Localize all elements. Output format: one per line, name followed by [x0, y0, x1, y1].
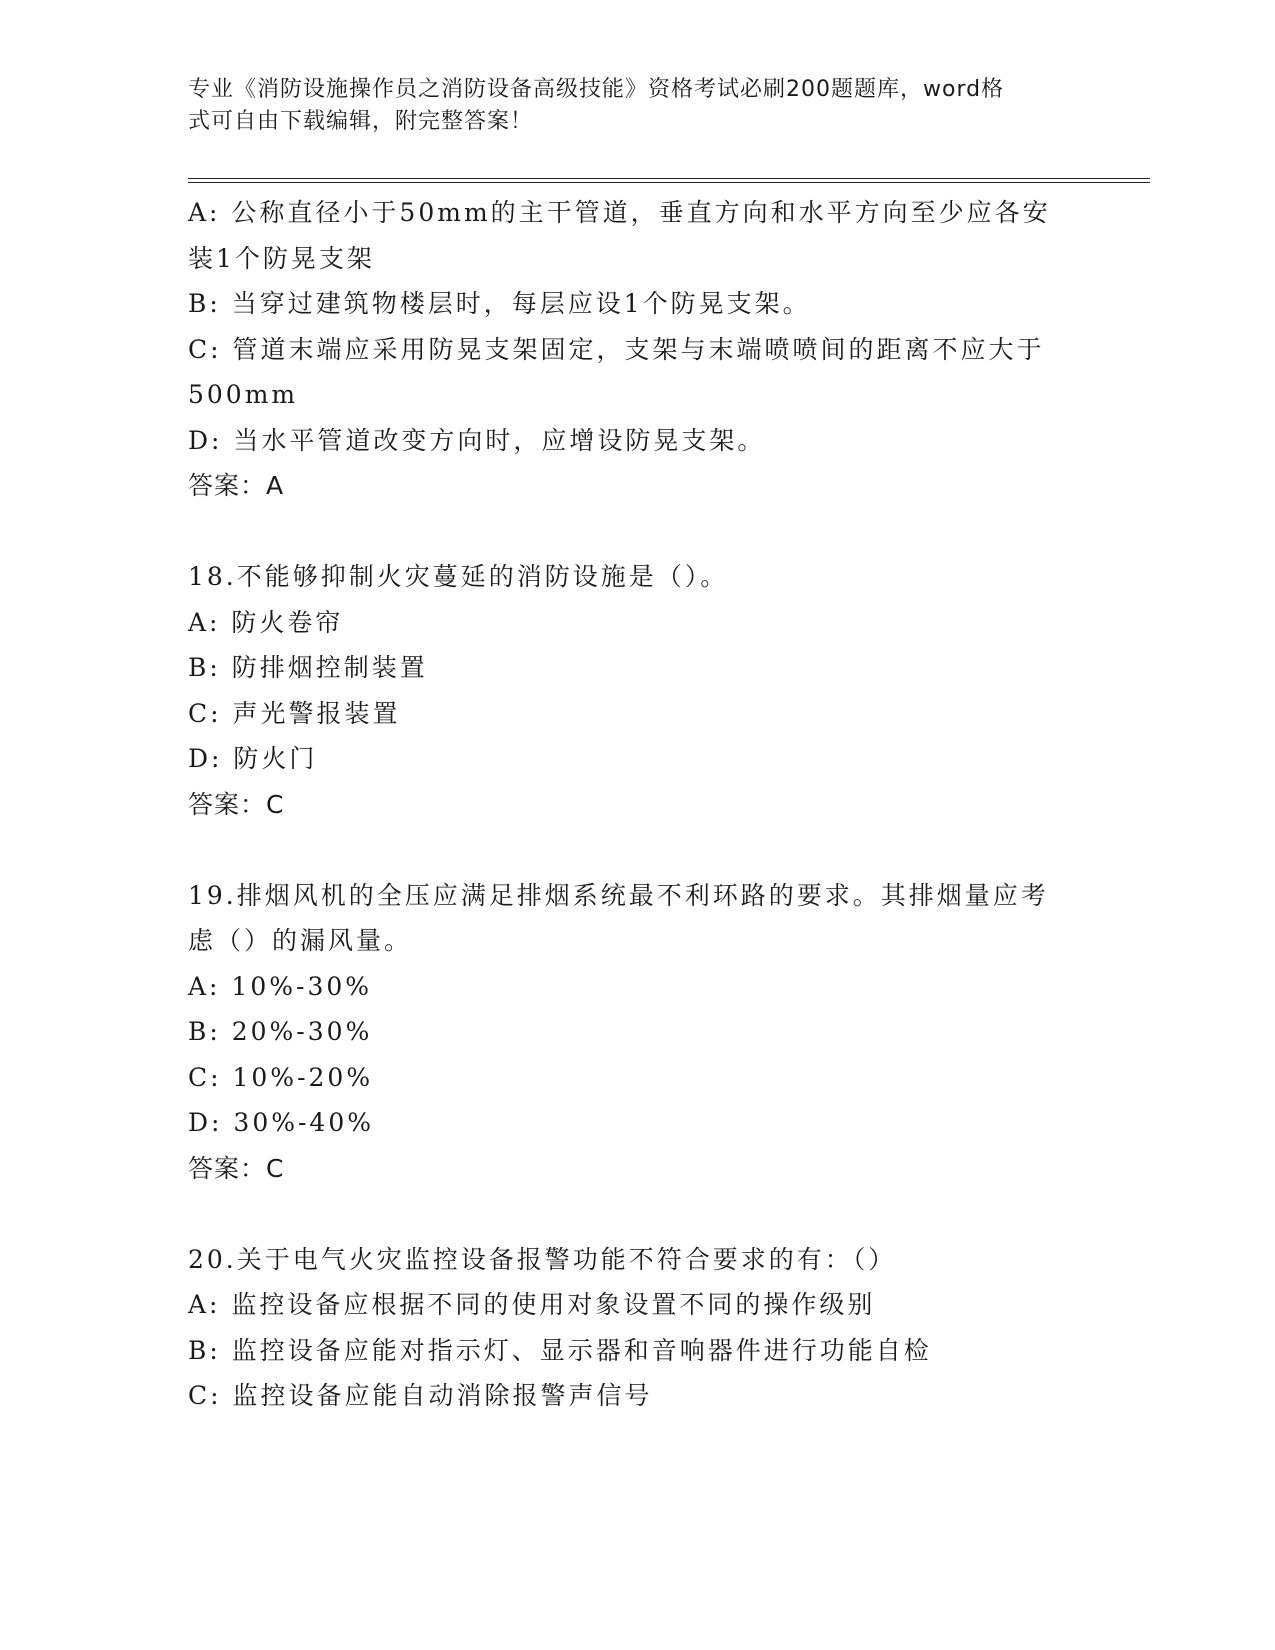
document-header	[188, 74, 1088, 138]
option-c: C: 监控设备应能自动消除报警声信号	[188, 1381, 653, 1410]
option-d: D: 防火门	[188, 744, 318, 773]
question-text: 20.关于电气火灾监控设备报警功能不符合要求的有：（）	[188, 1244, 897, 1274]
question-text: 18.不能够抑制火灾蔓延的消防设施是（）。	[188, 562, 729, 591]
option-text: 装1个防晃支架	[188, 243, 375, 273]
question-list	[188, 190, 1088, 1419]
option-d: D: 30%-40%	[188, 1108, 374, 1137]
question-20	[188, 1237, 1088, 1419]
question-19	[188, 873, 1088, 1192]
question-text: 虑（）的漏风量。	[188, 926, 413, 955]
option-text: D: 当水平管道改变方向时，应增设防晃支架。	[188, 425, 766, 455]
option-text: 500mm	[188, 380, 299, 409]
answer-label: 答案：C	[188, 789, 285, 819]
question-17	[188, 190, 1088, 509]
question-text: 19.排烟风机的全压应满足排烟系统最不利环路的要求。其排烟量应考	[188, 880, 1049, 910]
option-b: B: 防排烟控制装置	[188, 653, 428, 682]
option-a: A: 监控设备应根据不同的使用对象设置不同的操作级别	[188, 1290, 876, 1319]
question-18	[188, 554, 1088, 827]
header-line-1: 专业《消防设施操作员之消防设备高级技能》资格考试必刷200题题库，word格	[188, 77, 1005, 102]
option-a: A: 10%-30%	[188, 971, 373, 1001]
answer-label: 答案：A	[188, 471, 285, 500]
spacer	[188, 509, 1088, 555]
option-b: B: 监控设备应能对指示灯、显示器和音响器件进行功能自检	[188, 1335, 932, 1365]
option-a: A: 防火卷帘	[188, 607, 344, 637]
option-c: C: 声光警报装置	[188, 698, 401, 728]
option-c: C: 10%-20%	[188, 1062, 374, 1092]
option-text: B: 当穿过建筑物楼层时，每层应设1个防晃支架。	[188, 289, 811, 318]
spacer	[188, 1191, 1088, 1237]
option-text: A: 公称直径小于50mm的主干管道，垂直方向和水平方向至少应各安	[188, 198, 1051, 227]
option-b: B: 20%-30%	[188, 1017, 373, 1046]
option-text: C: 管道末端应采用防晃支架固定，支架与末端喷喷间的距离不应大于	[188, 334, 1045, 364]
spacer	[188, 827, 1088, 873]
header-line-2: 式可自由下载编辑，附完整答案！	[188, 109, 534, 134]
header-divider	[188, 178, 1150, 183]
answer-label: 答案：C	[188, 1153, 285, 1183]
